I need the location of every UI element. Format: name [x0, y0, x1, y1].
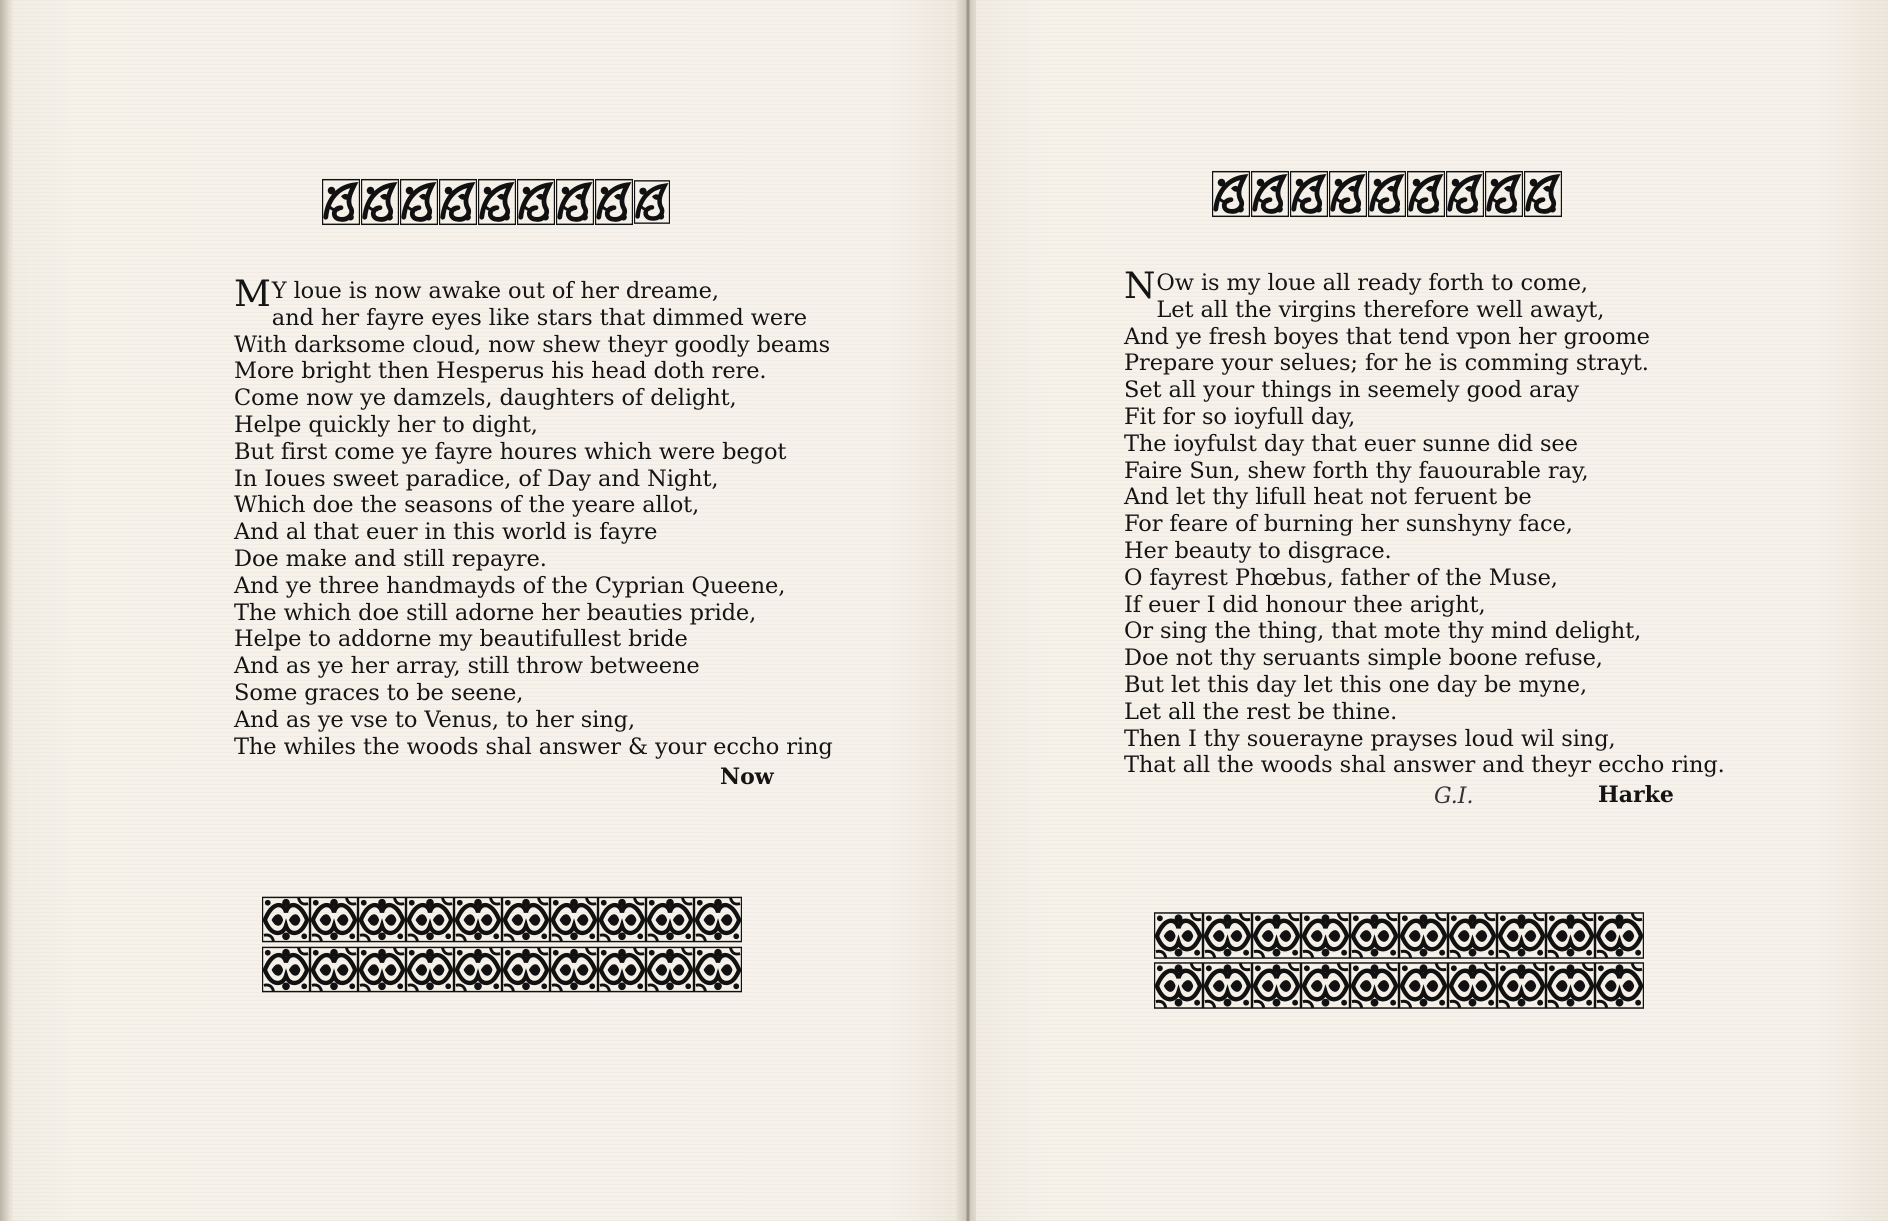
arabesque-tailpiece-ornament-right	[1152, 908, 1648, 1018]
poem-line: Helpe quickly her to dight,	[234, 411, 538, 438]
poem-line: Let all the rest be thine.	[1124, 698, 1398, 725]
poem-line: The whiles the woods shal answer & your eccho ring	[234, 733, 833, 760]
poem-line: And as ye vse to Venus, to her sing,	[234, 706, 636, 733]
poem-line: Let all the virgins therefore well awayt,	[1156, 296, 1605, 323]
right-stanza	[1124, 266, 1725, 779]
poem-line: Doe not thy seruants simple boone refuse,	[1124, 645, 1603, 672]
poem-line: Set all your things in seemely good aray	[1124, 377, 1579, 404]
poem-line: In Ioues sweet paradice, of Day and Night,	[234, 465, 719, 492]
poem-line: O fayrest Phœbus, father of the Muse,	[1124, 564, 1558, 591]
poem-line: Come now ye damzels, daughters of delight,	[234, 385, 737, 412]
poem-line: Which doe the seasons of the yeare allot,	[234, 492, 700, 519]
poem-line: But let this day let this one day be myne,	[1124, 671, 1588, 698]
poem-line: But first come ye fayre houres which were begot	[234, 438, 787, 465]
poem-line: The which doe still adorne her beauties pride,	[234, 599, 757, 626]
poem-line: If euer I did honour thee aright,	[1124, 591, 1486, 618]
poem-line: For feare of burning her sunshyny face,	[1124, 511, 1573, 538]
poem-line: And ye fresh boyes that tend vpon her groome	[1124, 323, 1650, 350]
poem-line: And let thy lifull heat not feruent be	[1124, 484, 1532, 511]
catchword-right: Harke	[1598, 782, 1674, 808]
poem-line: Then I thy souerayne prayses loud wil sing,	[1124, 725, 1616, 752]
poem-line: With darksome cloud, now shew theyr goodly beams	[234, 331, 831, 358]
poem-line: Helpe to addorne my beautifullest bride	[234, 626, 688, 653]
poem-line: That all the woods shal answer and theyr eccho ring.	[1124, 752, 1725, 779]
poem-line: Doe make and still repayre.	[234, 545, 547, 572]
poem-line: Some graces to be seene,	[234, 679, 524, 706]
poem-line: The ioyfulst day that euer sunne did see	[1124, 430, 1578, 457]
drop-initial: N	[1124, 266, 1156, 307]
poem-line: And as ye her array, still throw betweene	[234, 653, 700, 680]
poem-line: Faire Sun, shew forth thy fauourable ray,	[1124, 457, 1589, 484]
poem-line-text: Ow is my loue all ready forth to come,	[1156, 270, 1588, 296]
poem-line-text: Y loue is now awake out of her dreame,	[271, 278, 719, 304]
poem-line: And al that euer in this world is fayre	[234, 519, 658, 546]
left-stanza	[234, 274, 833, 760]
poem-line: And ye three handmayds of the Cyprian Queene,	[234, 572, 786, 599]
poem-line: Fit for so ioyfull day,	[1124, 403, 1356, 430]
poem-line: Or sing the thing, that mote thy mind delight,	[1124, 618, 1642, 645]
poem-line: Her beauty to disgrace.	[1124, 537, 1392, 564]
arabesque-tailpiece-ornament-left	[260, 892, 746, 1002]
drop-initial: M	[234, 274, 271, 315]
floral-headpiece-ornament-right	[1210, 168, 1566, 220]
right-page	[976, 0, 1888, 1221]
poem-line-first	[1124, 266, 1725, 307]
poem-line: Prepare your selues; for he is comming strayt.	[1124, 350, 1649, 377]
handwritten-initials: G.I.	[1434, 784, 1474, 809]
poem-line: More bright then Hesperus his head doth rere.	[234, 358, 767, 385]
floral-headpiece-ornament-left	[320, 176, 672, 228]
poem-line: and her fayre eyes like stars that dimmed were	[271, 304, 807, 331]
poem-line-first	[234, 274, 833, 315]
catchword-left: Now	[720, 764, 774, 790]
